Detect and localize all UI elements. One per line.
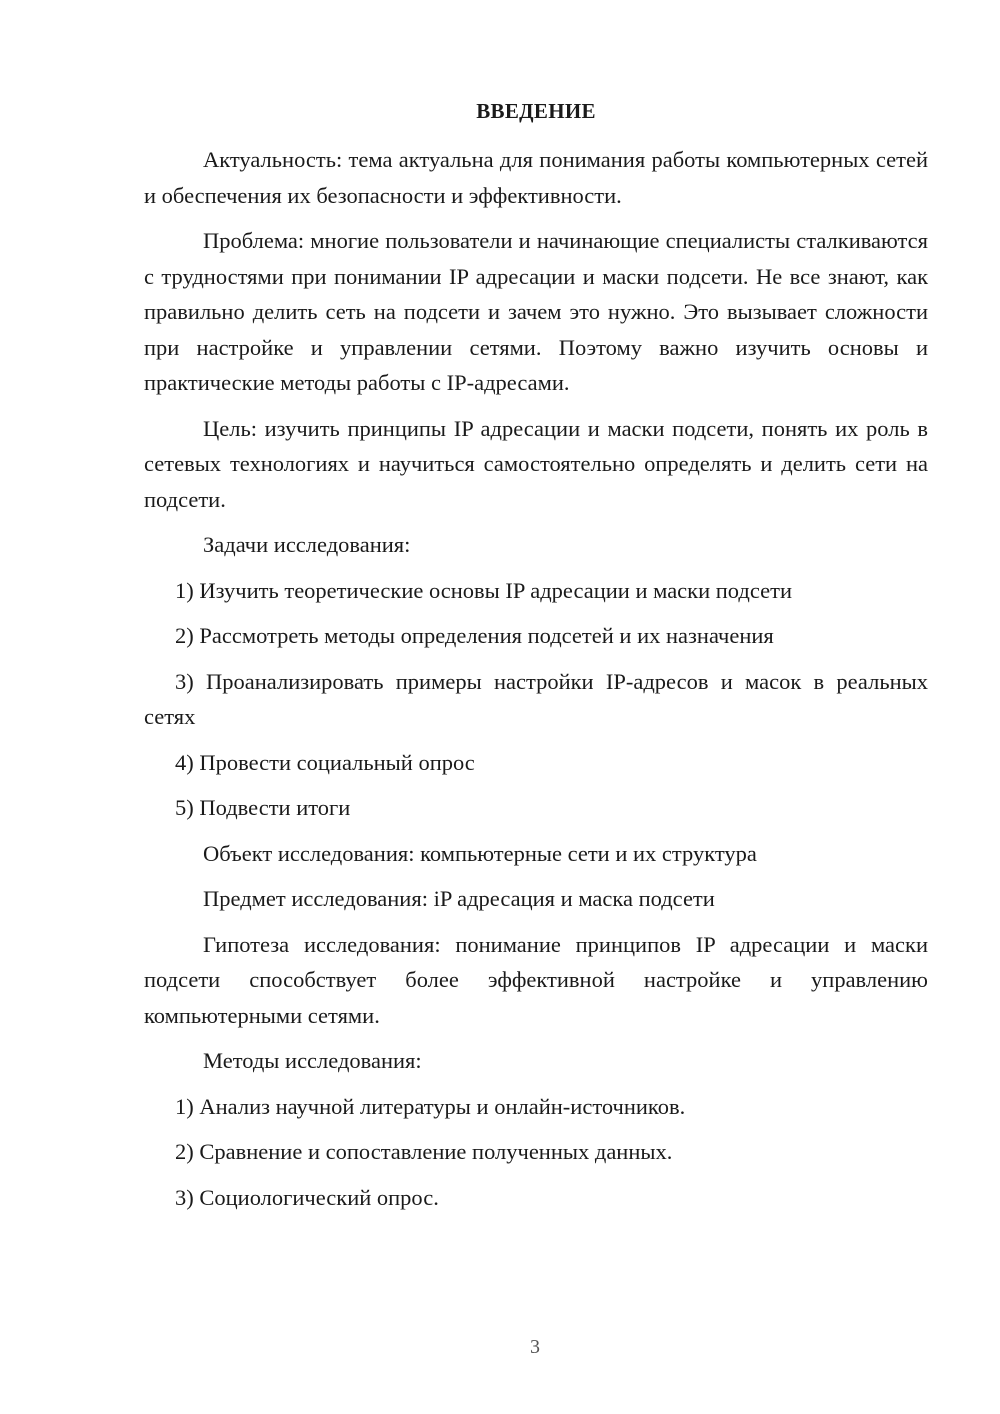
task-item: 5) Подвести итоги — [175, 795, 351, 820]
section-heading: ВВЕДЕНИЕ — [476, 99, 596, 123]
body-text — [144, 142, 928, 1225]
method-item: 1) Анализ научной литературы и онлайн-источников. — [175, 1093, 686, 1119]
task-item: 2) Рассмотреть методы определения подсетей и их назначения — [175, 623, 774, 648]
page-number: 3 — [530, 1336, 540, 1358]
method-item: 2) Сравнение и сопоставление полученных данных. — [175, 1139, 673, 1164]
relevance-paragraph: Актуальность: тема актуальна для понимания работы компьютерных сетей и обеспечения их безопасности и эффективности. — [144, 147, 928, 208]
methods-title: Методы исследования: — [203, 1048, 422, 1073]
task-item: 4) Провести социальный опрос — [175, 749, 475, 775]
task-item: 1) Изучить теоретические основы IP адресации и маски подсети — [175, 577, 792, 603]
object-paragraph: Объект исследования: компьютерные сети и их структура — [203, 840, 757, 866]
subject-paragraph: Предмет исследования: iP адресация и маска подсети — [203, 886, 715, 911]
method-item: 3) Социологический опрос. — [175, 1184, 439, 1210]
task-item: 3) Проанализировать примеры настройки IP-адресов и масок в реальных сетях — [144, 668, 928, 729]
goal-paragraph: Цель: изучить принципы IP адресации и маски подсети, понять их роль в сетевых технологиях и научиться самостоятельно определять и делить сети на подсети. — [144, 415, 928, 512]
tasks-title: Задачи исследования: — [203, 532, 411, 557]
problem-paragraph: Проблема: многие пользователи и начинающие специалисты сталкиваются с трудностями при понимании IP адресации и маски подсети. Не все знают, как правильно делить сеть на подсети и зачем это нужно. Это вызывает сложности при настройке и управлении сетями. Поэтому важно изучить основы и практические методы работы с IP-адресами. — [144, 228, 928, 395]
hypothesis-paragraph: Гипотеза исследования: понимание принципов IP адресации и маски подсети способствует более эффективной настройке и управлению компьютерными сетями. — [144, 931, 928, 1028]
